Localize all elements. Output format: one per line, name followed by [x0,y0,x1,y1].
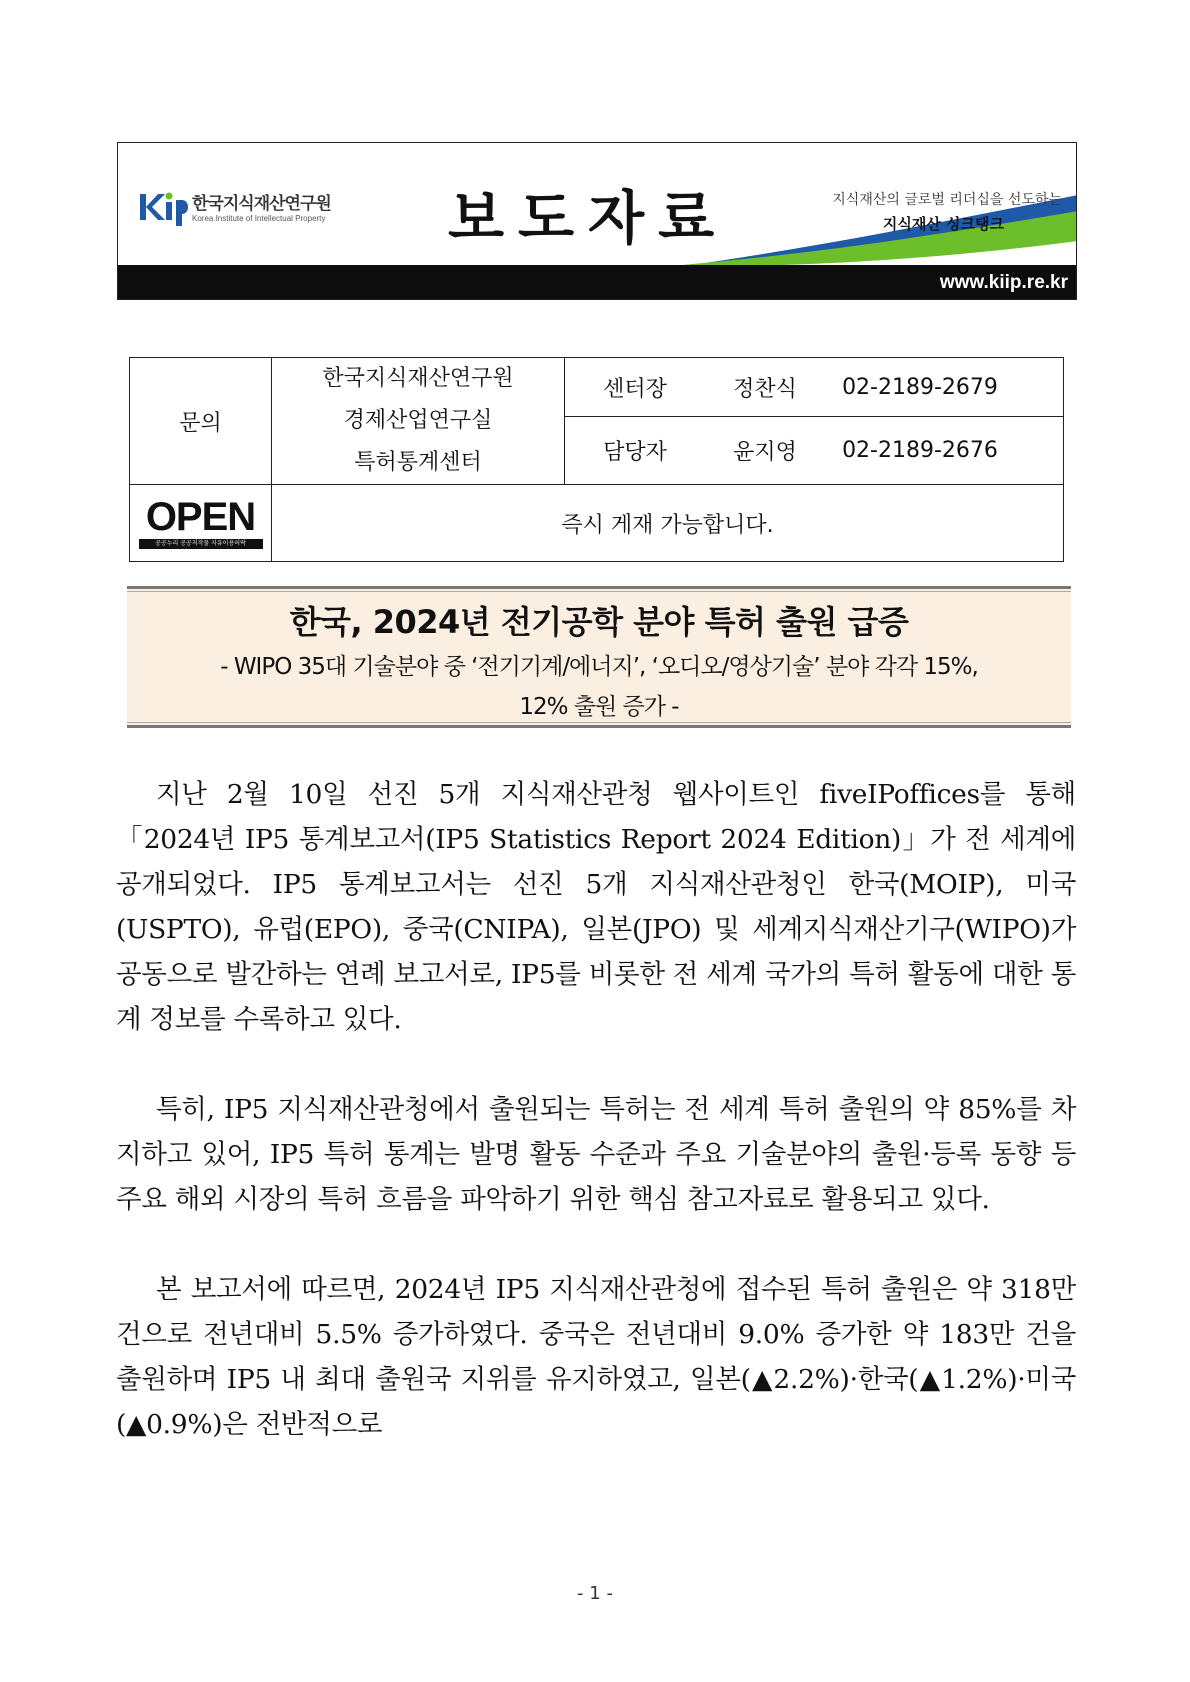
contact-phone[interactable]: 02-2189-2679 [842,374,998,400]
contact-row [565,358,1064,417]
headline-subtitle-line1: - WIPO 35대 기술분야 중 ‘전기기계/에너지’, ‘오디오/영상기술’ 분야 각각 15%, [220,654,978,680]
contact-label: 문의 [130,358,272,485]
banner-bar [118,265,1076,299]
body-paragraph: 지난 2월 10일 선진 5개 지식재산관청 웹사이트인 fiveIPoffices를 통해 「2024년 IP5 통계보고서(IP5 Statistics Report 2024 Edition)」가 전 세계에 공개되었다. IP5 통계보고서는 선진 5개 지식재산관청인 한국(MOIP), 미국(USPTO), 유럽(EPO), 중국(CNIPA), 일본(JPO) 및 세계지식재산기구(WIPO)가 공동으로 발간하는 연례 보고서로, IP5를 비롯한 전 세계 국가의 특허 활동에 대한 통계 정보를 수록하고 있다. [116,779,1076,1035]
page-number: - 1 - [577,1583,613,1604]
slogan-line1: 지식재산의 글로벌 리더십을 선도하는 [832,192,1062,208]
contact-table [129,357,1064,562]
body-paragraph: 본 보고서에 따르면, 2024년 IP5 지식재산관청에 접수된 특허 출원은 약 318만 건으로 전년대비 5.5% 증가하였다. 중국은 전년대비 9.0% 증가한 약 183만 건을 출원하며 IP5 내 최대 출원국 지위를 유지하였고, 일본(▲2.2%)·한국(▲1.2%)·미국(▲0.9%)은 전반적으로 [116,1274,1076,1440]
contact-phone[interactable]: 02-2189-2676 [842,438,998,464]
press-release-banner [117,142,1077,300]
article-body [116,772,1076,1492]
open-logo-sub: 공공누리 공공저작물 자유이용허락 [139,539,263,549]
contact-org [272,358,565,485]
contact-role: 센터장 [603,376,667,402]
org-line2: 경제산업연구실 [343,408,493,433]
website-url[interactable]: www.kiip.re.kr [939,272,1068,293]
org-name-en: Korea Institute of Intellectual Property [192,214,326,223]
release-note: 즉시 게재 가능합니다. [272,485,1064,562]
open-logo-text: OPEN [145,495,256,539]
contact-row [565,417,1064,485]
open-license-logo [130,485,272,562]
banner-title: 보도자료 [448,184,729,252]
kiip-logo-icon [138,186,194,228]
headline-title: 한국, 2024년 전기공학 분야 특허 출원 급증 [289,603,909,641]
org-line1: 한국지식재산연구원 [322,366,514,391]
headline-box [127,586,1071,728]
slogan-line2: 지식재산 싱크탱크 [882,215,1004,233]
headline-subtitle-line2: 12% 출원 증가 - [519,694,679,720]
contact-role: 담당자 [603,440,667,466]
org-line3: 특허통계센터 [354,450,482,475]
org-name-ko: 한국지식재산연구원 [192,194,331,214]
body-paragraph: 특히, IP5 지식재산관청에서 출원되는 특허는 전 세계 특허 출원의 약 85%를 차지하고 있어, IP5 특허 통계는 발명 활동 수준과 주요 기술분야의 출원·등록 동향 등 주요 해외 시장의 특허 흐름을 파악하기 위한 핵심 참고자료로 활용되고 있다. [116,1094,1076,1215]
contact-name: 정찬식 [733,376,797,402]
contact-name: 윤지영 [733,440,797,466]
